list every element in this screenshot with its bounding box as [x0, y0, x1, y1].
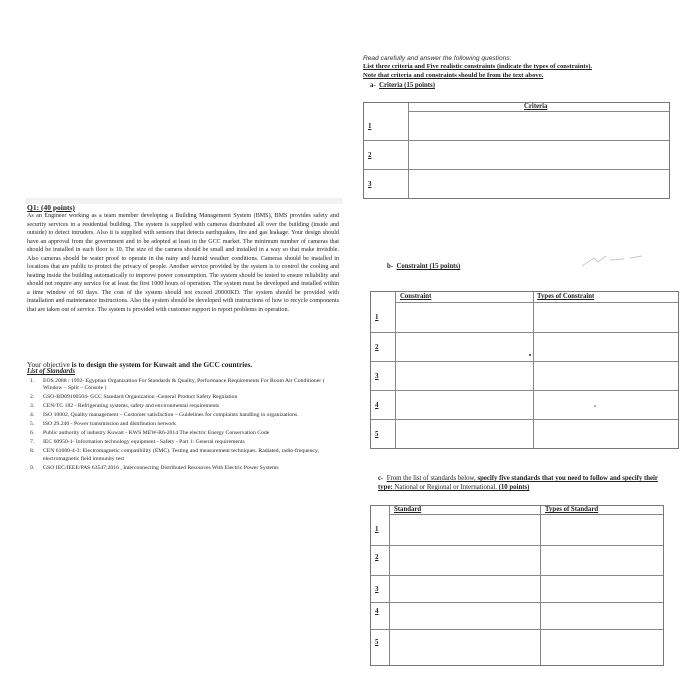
standard-item	[25, 448, 339, 463]
constraint-row-num: 2	[375, 343, 379, 351]
criteria-row-num: 2	[368, 151, 372, 159]
section-c-plain-2: National or Regional or International.	[392, 484, 499, 492]
instructions-line: Read carefully and answer the following questions:	[363, 55, 512, 62]
objective-bold: is to design the system for Kuwait and the GCC countries.	[71, 360, 253, 369]
criteria-table	[363, 102, 670, 199]
standard-type-cell[interactable]	[541, 546, 662, 575]
standard-header: Standard	[394, 506, 422, 513]
standard-item	[25, 439, 339, 446]
standard-type-header: Types of Standard	[545, 506, 599, 513]
constraint-row-num: 3	[375, 372, 379, 380]
task-line-2: Note that criteria and constraints should be from the text above.	[363, 71, 544, 79]
standard-item	[25, 403, 339, 410]
criteria-header: Criteria	[524, 103, 548, 110]
standard-item-text: CEN 61000-4-3: Electromagnetic compatibility (EMC). Testing and measurement techniques. Radiated, radio-frequency, electromagnetic field immunity test	[43, 448, 319, 462]
standard-item-text: IEC 60950-1- Information technology equipment - Safety - Part 1: General requirements	[43, 439, 245, 446]
standard-type-cell[interactable]	[541, 515, 662, 545]
standard-row-num: 2	[375, 553, 379, 561]
standard-cell[interactable]	[390, 603, 540, 629]
criteria-cell-1[interactable]	[409, 112, 668, 140]
pencil-scribble-icon	[580, 250, 660, 270]
standard-row-num: 5	[375, 638, 379, 646]
standard-item-number: 8.	[30, 448, 35, 455]
constraint-row-num: 4	[375, 401, 379, 409]
standard-item-number: 2.	[30, 394, 35, 401]
standard-item-text: CEN/TC 182 - Refrigerating systems, safety and environmental requirements	[43, 403, 220, 410]
standard-item	[25, 394, 339, 401]
standard-row-num: 4	[375, 607, 379, 615]
constraint-type-cell[interactable]	[534, 420, 677, 447]
section-c-text	[378, 475, 658, 491]
standard-cell[interactable]	[390, 515, 540, 545]
standard-item	[25, 378, 339, 393]
criteria-cell-3[interactable]	[409, 170, 668, 197]
standard-cell[interactable]	[390, 576, 540, 602]
constraint-cell[interactable]	[396, 362, 533, 390]
objective-prefix: Your objective	[27, 360, 72, 369]
standard-cell[interactable]	[390, 630, 540, 664]
standard-row-num: 3	[375, 585, 379, 593]
constraint-type-cell[interactable]	[534, 333, 677, 361]
standard-type-cell[interactable]	[541, 576, 662, 602]
constraint-header: Constraint	[400, 293, 432, 300]
section-b-title: Constraint (15 points)	[396, 263, 461, 270]
standard-item	[25, 430, 339, 437]
section-a-label	[370, 82, 435, 89]
constraint-type-cell[interactable]	[534, 391, 677, 419]
standards-list	[25, 378, 343, 474]
standard-type-cell[interactable]	[541, 630, 662, 664]
standard-cell[interactable]	[390, 546, 540, 575]
section-c-prefix: c-	[378, 475, 384, 482]
question-panel	[25, 198, 343, 496]
constraint-row-num: 1	[375, 313, 379, 321]
section-b-prefix: b-	[387, 263, 394, 270]
section-c-plain-1: From the list of standards below,	[386, 475, 478, 482]
constraint-table	[370, 291, 679, 449]
criteria-row-num: 3	[368, 180, 372, 188]
constraint-cell[interactable]	[396, 333, 533, 361]
standard-item-text: EOS 2088 / 1992- Egyptian Organization For Standards & Quality, Performance Requirements For Room Air Conditioner ( Window – Split – Console )	[43, 378, 325, 392]
standard-item-number: 4.	[30, 412, 35, 419]
question-title: Q1: (40 points)	[27, 203, 75, 212]
standard-item	[25, 412, 339, 419]
section-c-label	[378, 474, 663, 492]
constraint-cell[interactable]	[396, 391, 533, 419]
standard-item-number: 7.	[30, 439, 35, 446]
constraint-cell[interactable]	[396, 303, 533, 332]
standard-item-text: Public authority of industry Kuwait - KWS MEW-R6-2014 The electric Energy Conservation Code	[43, 430, 270, 437]
standard-item-number: 1.	[30, 378, 35, 384]
stray-mark	[594, 405, 596, 407]
standard-item	[25, 421, 339, 428]
standard-item-number: 6.	[30, 430, 35, 437]
standards-list-title: List of Standards	[27, 368, 75, 375]
constraint-row-num: 5	[375, 430, 379, 438]
constraint-cell[interactable]	[396, 420, 533, 447]
task-line-1: List three criteria and Five realistic constraints (indicate the types of constraints).	[363, 63, 593, 70]
standard-item-number: 3.	[30, 403, 35, 410]
section-c-bold-2: (10 points)	[498, 484, 530, 492]
section-a-title: Criteria (15 points)	[379, 82, 435, 89]
section-c-bold-1: specify five standards that you need to follow and specify their type:	[378, 475, 658, 492]
task-instructions	[363, 63, 592, 80]
question-body: As an Engineer working as a team member developing a Building Management System (BMS), BMS provides safety and security services in a residential building. The system is supplied with cameras distributed all over the building (inside and outside) to detect intruders. Also it is supplied with sensors that detects earthquakes, fire and gas leakage. Your design should have an approval from the government and to be adopted at least in the GCC market. The minimum number of cameras that should be installed in each floor is 10. The size of the camera should be small and installed in a way so that make invisible. Also cameras should be water proof to operate in the rainy and humid weather conditions. Cameras should be installed in locations that are public to protect the privacy of people. Another service provided by the system is to control the cooling and heating inside the building automatically to improve power consumption. The system should be tested to ensure reliability and should not require any service for at least the first 1000 hours of operation. The system must be developed and installed within a time window of 60 days. The cost of the system should not exceed 20000KD. The system should be provided with installation and maintenance instructions. Also the system should be developed with instructions of how to recycle components that are taken out of service. The system is provided with customer support to report problems in operation.	[27, 213, 339, 314]
section-b-label	[387, 263, 460, 270]
standard-item-text: ISO 29.240 - Power transmission and distribution network	[43, 421, 177, 428]
constraint-type-cell[interactable]	[534, 362, 677, 390]
constraint-type-header: Types of Constraint	[537, 293, 595, 300]
constraint-type-cell[interactable]	[534, 303, 677, 332]
criteria-cell-2[interactable]	[409, 141, 668, 169]
standard-item-text: ISO 10002, Quality management – Customer satisfaction – Guidelines for complaints handling in organizations.	[43, 412, 299, 419]
stray-mark	[529, 354, 531, 356]
standard-item-text: GSO IEC/IEEE/PAS 63547:2016 , Interconnecting Distributed Resources With Electric Power Systems	[43, 464, 279, 471]
criteria-row-num: 1	[368, 122, 372, 130]
standard-item-text: GSO-BD09100504- GCC Standard Organization -General Product Safety Regulation	[43, 394, 238, 401]
standard-row-num: 1	[375, 525, 379, 533]
standard-item-number: 9.	[30, 464, 35, 471]
standard-item-number: 5.	[30, 421, 35, 428]
standard-type-cell[interactable]	[541, 603, 662, 629]
standard-item	[25, 465, 339, 472]
section-a-prefix: a-	[370, 82, 376, 89]
standards-table	[370, 505, 664, 666]
